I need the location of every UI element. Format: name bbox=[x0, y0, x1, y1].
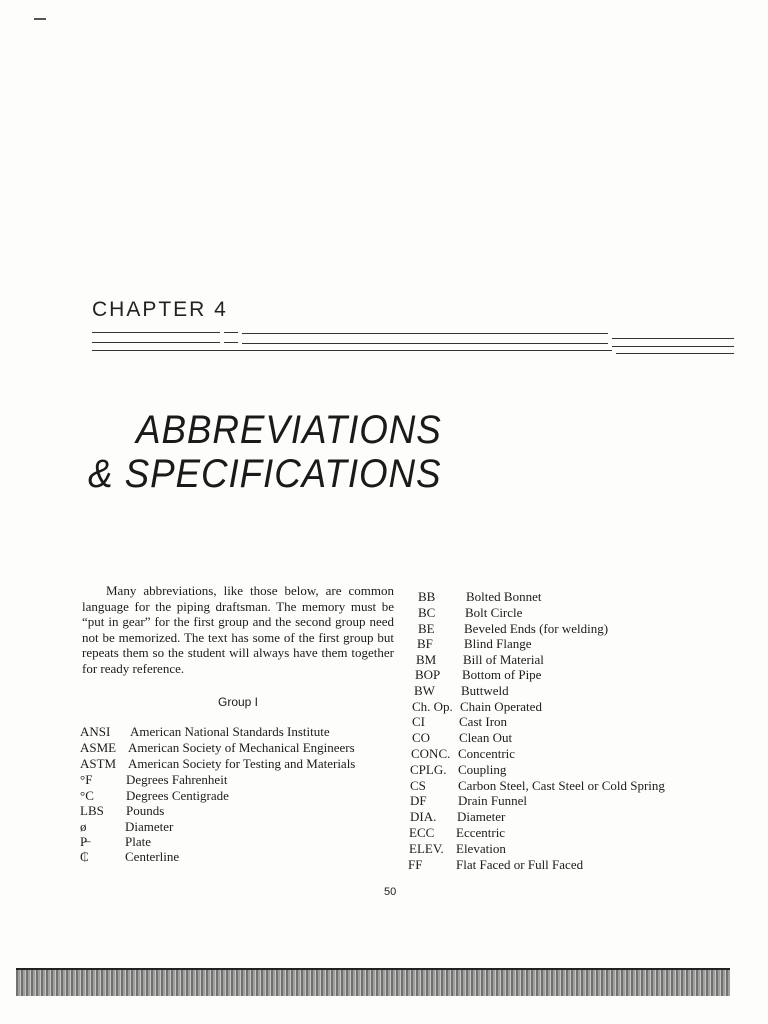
abbr-code: CI bbox=[412, 714, 425, 729]
abbr-definition: Coupling bbox=[458, 762, 507, 777]
abbr-code: BW bbox=[414, 683, 435, 698]
scan-bottom-band bbox=[16, 970, 730, 996]
chapter-rule-4 bbox=[612, 346, 734, 347]
abbr-definition: Elevation bbox=[456, 841, 506, 856]
abbr-definition: American National Standards Institute bbox=[130, 724, 330, 739]
abbr-code: ø bbox=[80, 819, 87, 834]
abbr-definition: Drain Funnel bbox=[458, 793, 527, 808]
abbr-code: BB bbox=[418, 589, 436, 604]
group-1-heading: Group I bbox=[218, 695, 259, 709]
abbr-definition: Pounds bbox=[126, 803, 165, 818]
abbr-code: ₵ bbox=[80, 849, 89, 864]
scan-mark bbox=[34, 18, 46, 20]
abbr-definition: Carbon Steel, Cast Steel or Cold Spring bbox=[458, 778, 665, 793]
abbr-definition: Plate bbox=[125, 834, 151, 849]
abbr-code: BC bbox=[418, 605, 436, 620]
abbr-definition: Blind Flange bbox=[464, 636, 532, 651]
abbr-definition: Chain Operated bbox=[460, 699, 542, 714]
abbr-definition: Bill of Material bbox=[463, 652, 544, 667]
abbr-code: CO bbox=[412, 730, 431, 745]
abbr-code: BF bbox=[417, 636, 433, 651]
abbr-code: ASME bbox=[80, 740, 117, 755]
chapter-rule-3-right bbox=[242, 343, 608, 344]
abbr-definition: Buttweld bbox=[461, 683, 509, 698]
abbr-definition: Flat Faced or Full Faced bbox=[456, 857, 584, 872]
abbr-code: ANSI bbox=[80, 724, 111, 739]
abbr-definition: Cast Iron bbox=[459, 714, 508, 729]
abbr-code: CPLG. bbox=[410, 762, 447, 777]
abbr-definition: Diameter bbox=[125, 819, 174, 834]
abbr-code: DF bbox=[410, 793, 427, 808]
abbr-definition: Eccentric bbox=[456, 825, 506, 840]
abbr-definition: American Society of Mechanical Engineers bbox=[128, 740, 355, 755]
abbr-definition: American Society for Testing and Materials bbox=[128, 756, 356, 771]
chapter-rule-2 bbox=[612, 338, 734, 339]
abbr-code: ASTM bbox=[80, 756, 117, 771]
abbr-code: LBS bbox=[80, 803, 104, 818]
abbr-definition: Diameter bbox=[457, 809, 506, 824]
abbr-code: °F bbox=[80, 772, 93, 787]
chapter-rule-5 bbox=[92, 350, 612, 351]
chapter-rule-3-left bbox=[92, 342, 220, 343]
abbr-definition: Centerline bbox=[125, 849, 180, 864]
intro-text: Many abbreviations, like those below, are common language for the piping draftsman. The memory must be “put in gear” for the first group and the second group need not be memorized. The text has some of the first group but repeats them so the student will always have them together for ready reference. bbox=[82, 583, 394, 676]
intro-paragraph bbox=[82, 583, 394, 677]
abbr-definition: Bolt Circle bbox=[465, 605, 523, 620]
abbr-definition: Degrees Centigrade bbox=[126, 788, 229, 803]
abbr-code: DIA. bbox=[410, 809, 437, 824]
chapter-rule-top-left bbox=[92, 332, 220, 333]
chapter-rule-top-right bbox=[242, 333, 608, 334]
abbr-code: BOP bbox=[415, 667, 441, 682]
abbr-code: °C bbox=[80, 788, 94, 803]
abbr-code: BE bbox=[418, 621, 435, 636]
chapter-rule-6 bbox=[616, 353, 734, 354]
abbr-definition: Beveled Ends (for welding) bbox=[464, 621, 609, 636]
abbr-code: CS bbox=[410, 778, 426, 793]
abbr-definition: Clean Out bbox=[459, 730, 513, 745]
abbr-code: Ch. Op. bbox=[412, 699, 453, 714]
abbr-definition: Concentric bbox=[458, 746, 516, 761]
chapter-rule-top-mid bbox=[224, 332, 238, 333]
abbr-code: CONC. bbox=[411, 746, 451, 761]
abbr-code: ECC bbox=[409, 825, 435, 840]
title-line-1: ABBREVIATIONS bbox=[136, 408, 442, 452]
abbr-definition: Bolted Bonnet bbox=[466, 589, 542, 604]
abbr-code: P̶ bbox=[80, 834, 88, 849]
abbr-definition: Degrees Fahrenheit bbox=[126, 772, 228, 787]
title-line-2: & SPECIFICATIONS bbox=[88, 452, 442, 496]
abbr-definition: Bottom of Pipe bbox=[462, 667, 542, 682]
chapter-rule-3-mid bbox=[224, 342, 238, 343]
page-number: 50 bbox=[384, 886, 397, 898]
abbr-code: BM bbox=[416, 652, 437, 667]
abbr-code: ELEV. bbox=[409, 841, 444, 856]
chapter-label: CHAPTER 4 bbox=[92, 298, 228, 321]
abbr-code: FF bbox=[408, 857, 423, 872]
